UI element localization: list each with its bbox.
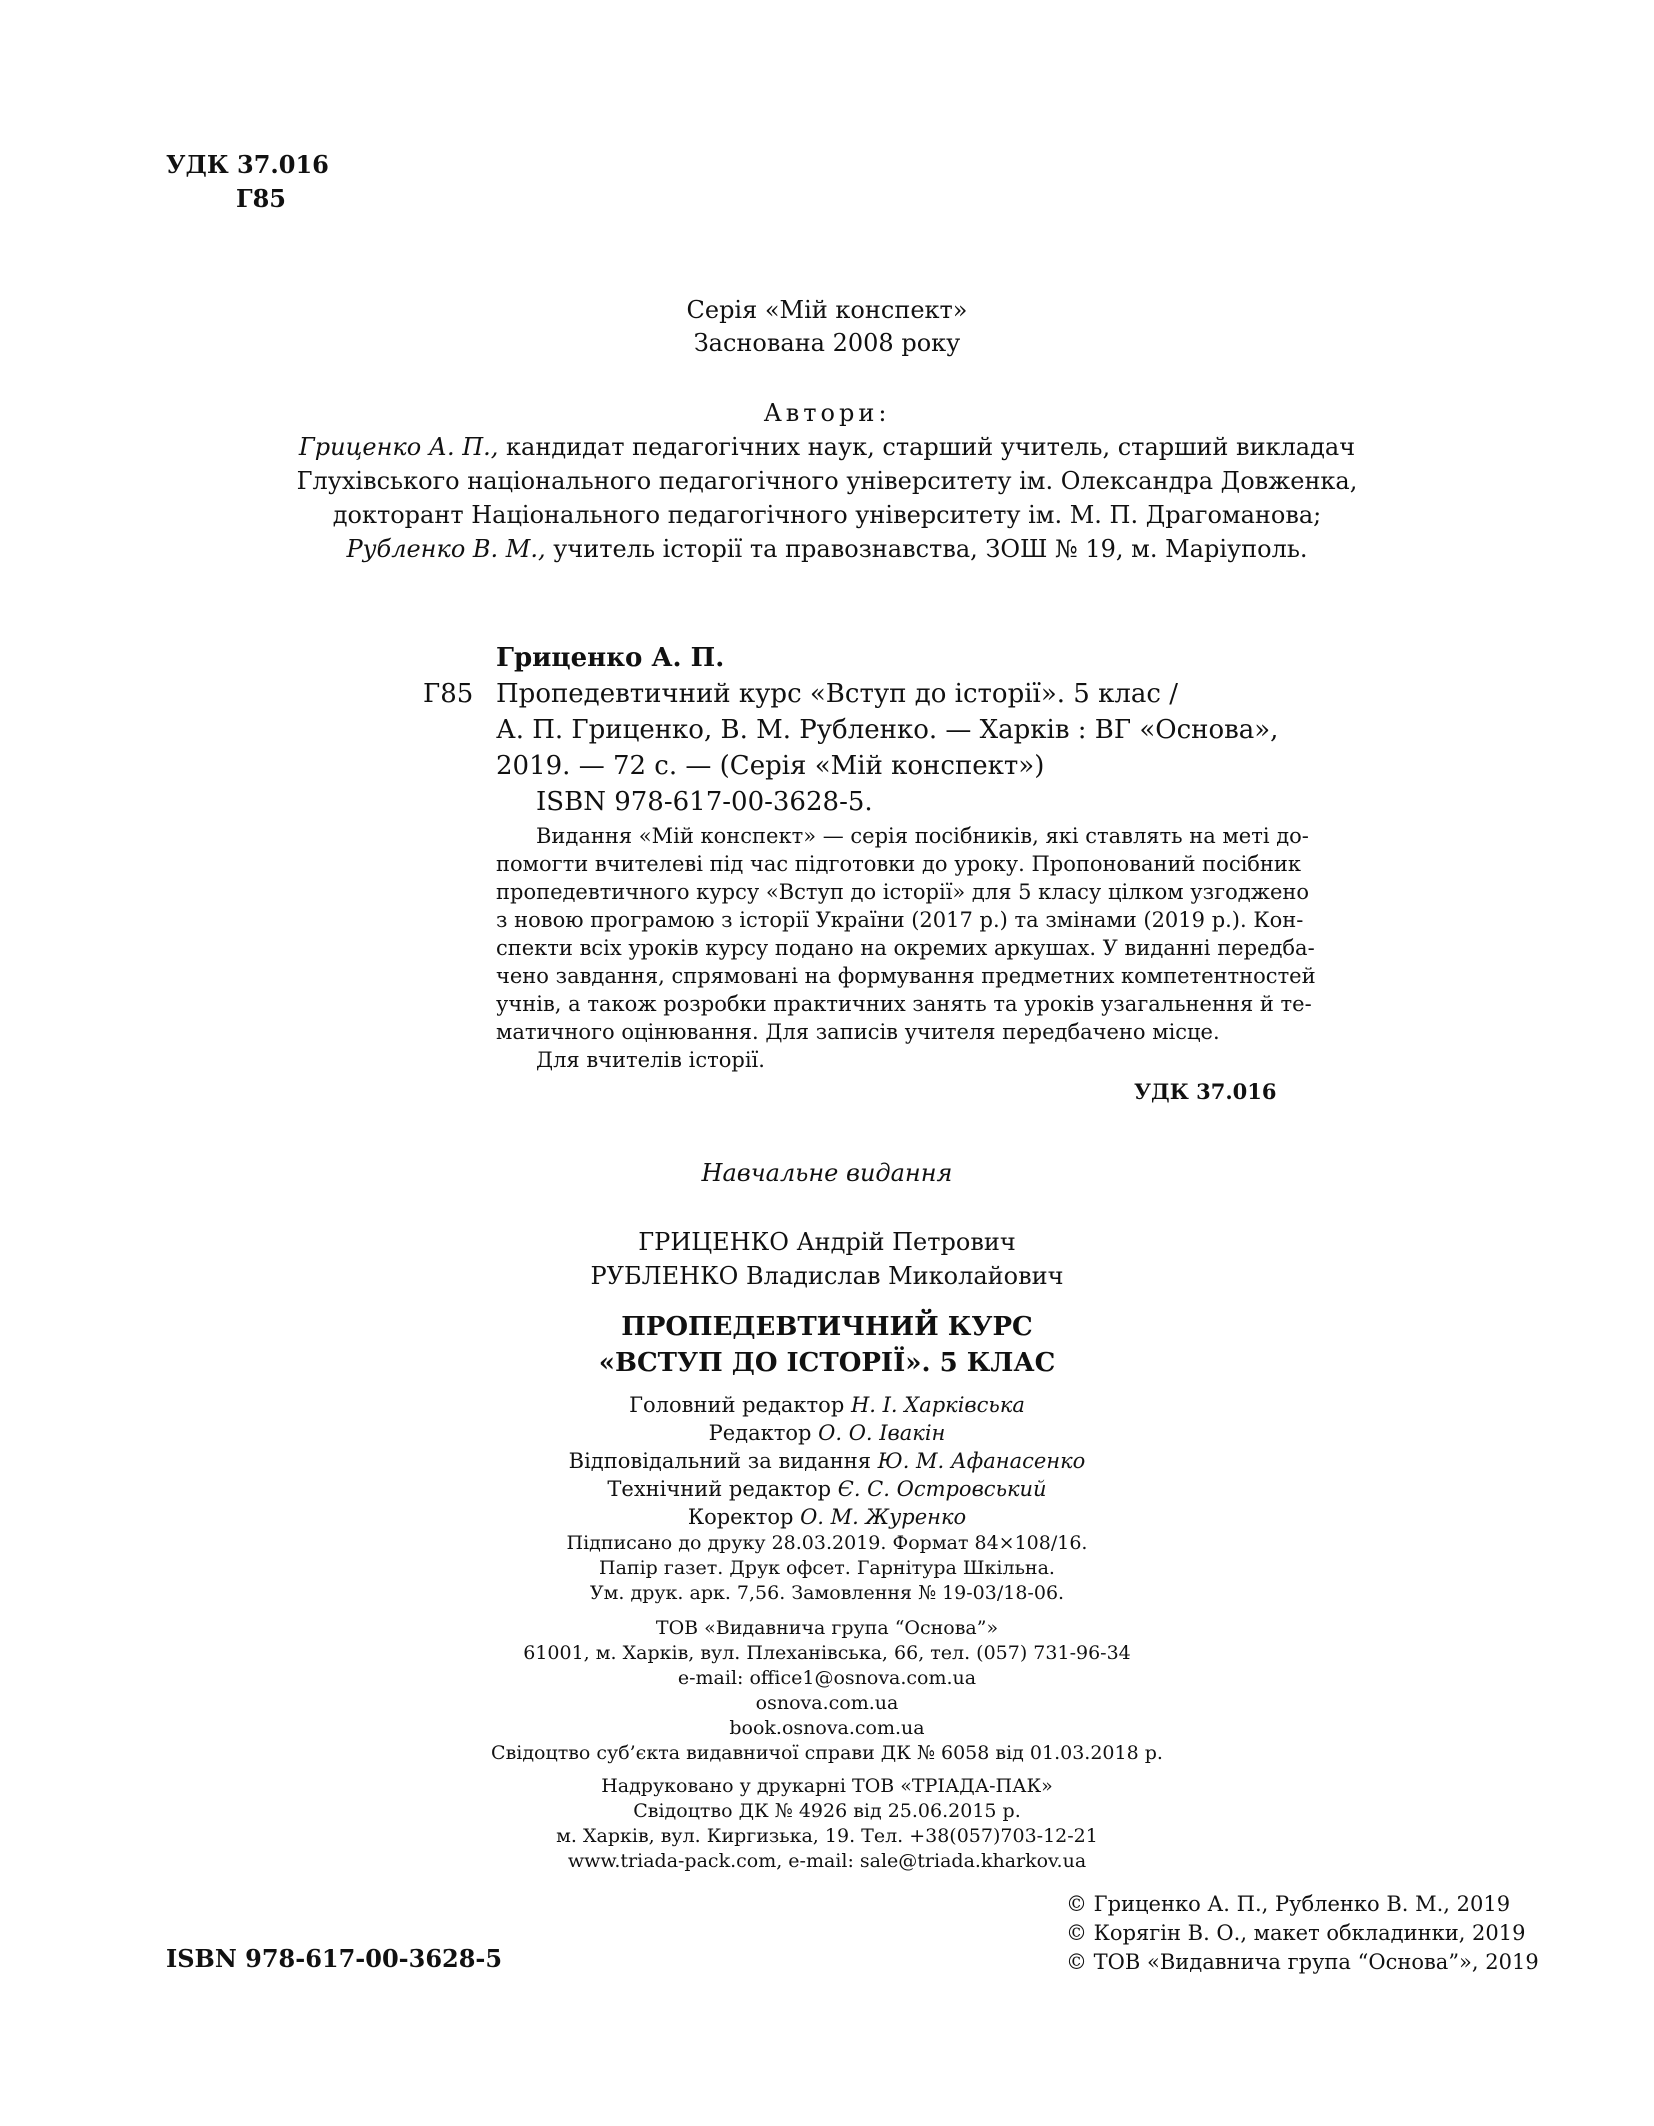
author-1-line-1: [0, 431, 1654, 464]
catalog-line-3: 2019. — 72 с. — (Серія «Мій конспект»): [496, 751, 1045, 781]
full-author-1: ГРИЦЕНКО Андрій Петрович: [638, 1228, 1016, 1256]
credits: [0, 1391, 1654, 1531]
annotation-line: матичного оцінювання. Для записів учителя передбачено місце.: [496, 1020, 1220, 1044]
author-1-description: кандидат педагогічних наук, старший учитель, старший викладач: [498, 433, 1356, 461]
series-founded: Заснована 2008 року: [693, 329, 961, 357]
catalog-udc: УДК 37.016: [1134, 1079, 1277, 1104]
print-info: [0, 1531, 1654, 1606]
author-1-name: Гриценко А. П.,: [298, 433, 499, 461]
annotation-line: спекти всіх уроків курсу подано на окремих аркушах. У виданні передба-: [496, 936, 1315, 960]
copyright-line: © ТОВ «Видавнича група “Основа”», 2019: [1066, 1950, 1539, 1974]
credit-role: Технічний редактор: [607, 1477, 838, 1501]
annotation-line: чено завдання, спрямовані на формування предметних компетентностей: [496, 964, 1316, 988]
author-1-line-3: докторант Національного педагогічного університету ім. М. П. Драгоманова;: [332, 501, 1322, 529]
credit-name: О. М. Журенко: [800, 1505, 967, 1529]
credit-role: Коректор: [687, 1505, 801, 1529]
credit-role: Редактор: [708, 1421, 819, 1445]
credit-name: Є. С. Островський: [837, 1477, 1047, 1501]
credit-role: Головний редактор: [629, 1393, 851, 1417]
print-info-line: Ум. друк. арк. 7,56. Замовлення № 19-03/18-06.: [589, 1582, 1065, 1604]
series-name: Серія «Мій конспект»: [686, 296, 968, 324]
catalog-code: Г85: [423, 679, 474, 709]
author-1-line-2: Глухівського національного педагогічного університету ім. Олександра Довженка,: [296, 467, 1358, 495]
author-2-line: [0, 533, 1654, 566]
credit-name: О. О. Івакін: [818, 1421, 946, 1445]
udc-code: УДК 37.016: [166, 150, 329, 179]
credit-name: Ю. М. Афанасенко: [877, 1449, 1086, 1473]
annotation-line: учнів, а також розробки практичних занять та уроків узагальнення й те-: [496, 992, 1312, 1016]
annotation-line: з новою програмою з історії України (2017 р.) та змінами (2019 р.). Кон-: [496, 908, 1304, 932]
authors-heading: Автори:: [763, 399, 891, 427]
annotation-line: пропедевтичного курсу «Вступ до історії» для 5 класу цілком узгоджено: [496, 880, 1310, 904]
copyrights: [1066, 1890, 1539, 1977]
annotation-line: помогти вчителеві під час підготовки до уроку. Пропонований посібник: [496, 852, 1302, 876]
catalog-line-1: Пропедевтичний курс «Вступ до історії». 5 клас /: [496, 679, 1178, 709]
annotation-audience: Для вчителів історії.: [536, 1048, 765, 1072]
catalog-entry: [496, 676, 1279, 784]
copyright-line: © Корягін В. О., макет обкладинки, 2019: [1066, 1921, 1526, 1945]
credit-chief-editor: [0, 1391, 1654, 1419]
printer-contacts: www.triada-pack.com, e-mail: sale@triada.kharkov.ua: [567, 1850, 1087, 1872]
book-title-line-2: «ВСТУП ДО ІСТОРІЇ». 5 КЛАС: [598, 1348, 1056, 1378]
credit-responsible: [0, 1447, 1654, 1475]
annotation-line: Видання «Мій конспект» — серія посібників, які ставлять на меті до-: [536, 824, 1309, 848]
credit-name: Н. І. Харківська: [850, 1393, 1025, 1417]
publisher-certificate: Свідоцтво суб’єкта видавничої справи ДК № 6058 від 01.03.2018 р.: [491, 1742, 1163, 1764]
publisher-site: osnova.com.ua: [755, 1692, 899, 1714]
edition-type: Навчальне видання: [701, 1159, 953, 1187]
printer-info: [0, 1774, 1654, 1874]
author-2-description: учитель історії та правознавства, ЗОШ № 19, м. Маріуполь.: [545, 535, 1308, 563]
author-2-name: Рубленко В. М.,: [346, 535, 546, 563]
credit-proofreader: [0, 1503, 1654, 1531]
catalog-author: Гриценко А. П.: [496, 643, 725, 673]
bbk-code: Г85: [236, 184, 286, 213]
credit-editor: [0, 1419, 1654, 1447]
copyright-line: © Гриценко А. П., Рубленко В. М., 2019: [1066, 1892, 1511, 1916]
catalog-line-2: А. П. Гриценко, В. М. Рубленко. — Харків : ВГ «Основа»,: [496, 715, 1279, 745]
publisher-name: ТОВ «Видавнича група “Основа”»: [655, 1617, 999, 1639]
print-info-line: Папір газет. Друк офсет. Гарнітура Шкільна.: [599, 1557, 1055, 1579]
publisher-info: [0, 1616, 1654, 1766]
footer-isbn: ISBN 978-617-00-3628-5: [166, 1944, 503, 1973]
catalog-isbn: ISBN 978-617-00-3628-5.: [536, 787, 873, 817]
book-title-line-1: ПРОПЕДЕВТИЧНИЙ КУРС: [621, 1312, 1033, 1342]
print-info-line: Підписано до друку 28.03.2019. Формат 84×108/16.: [566, 1532, 1088, 1554]
printer-address: м. Харків, вул. Киргизька, 19. Тел. +38(057)703-12-21: [556, 1825, 1098, 1847]
catalog-annotation: [496, 822, 1316, 1074]
credit-role: Відповідальний за видання: [568, 1449, 878, 1473]
publisher-email: e-mail: office1@osnova.com.ua: [677, 1667, 977, 1689]
publisher-book-site: book.osnova.com.ua: [729, 1717, 925, 1739]
printer-name: Надруковано у друкарні ТОВ «ТРІАДА-ПАК»: [601, 1775, 1053, 1797]
credit-tech-editor: [0, 1475, 1654, 1503]
printer-certificate: Свідоцтво ДК № 4926 від 25.06.2015 р.: [633, 1800, 1021, 1822]
publisher-address: 61001, м. Харків, вул. Плеханівська, 66, тел. (057) 731-96-34: [523, 1642, 1131, 1664]
full-author-2: РУБЛЕНКО Владислав Миколайович: [590, 1262, 1064, 1290]
